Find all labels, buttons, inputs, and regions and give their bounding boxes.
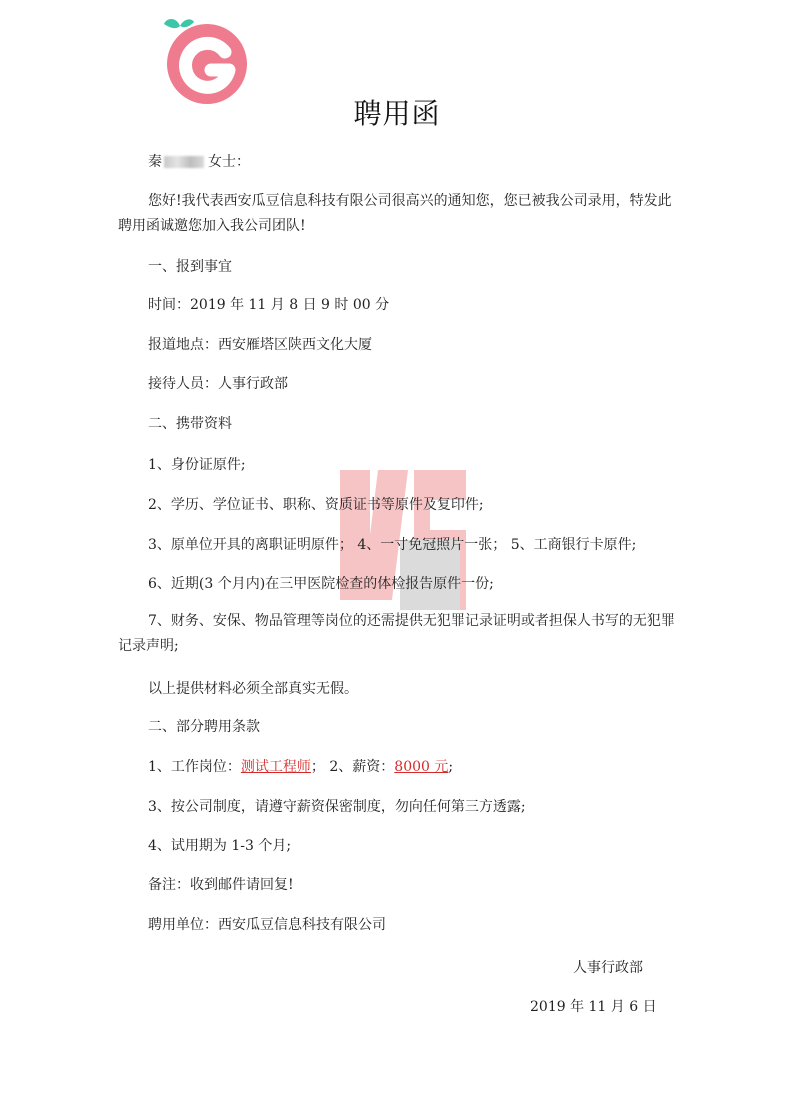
material-item-1: 1、身份证原件; (148, 457, 246, 473)
salary-label: ； 2、薪资： (310, 759, 395, 775)
terms-item-1 (148, 756, 453, 778)
section2-heading: 二、携带资料 (148, 416, 232, 432)
signature-date: 2019 年 11 月 6 日 (530, 999, 657, 1015)
reception-person: 接待人员：人事行政部 (148, 376, 288, 392)
material-item-3: 3、原单位开具的离职证明原件； 4、一寸免冠照片一张； 5、工商银行卡原件; (148, 537, 637, 553)
recipient-name: 秦 (148, 154, 162, 170)
redacted-name-blur (164, 156, 204, 168)
remark: 备注：收到邮件请回复! (148, 877, 294, 893)
salary-value: 8000 元 (394, 759, 449, 775)
report-location: 报道地点：西安雁塔区陕西文化大厦 (148, 337, 372, 353)
terms-item-1-end: ; (448, 759, 454, 775)
material-item-7: 7、财务、安保、物品管理等岗位的还需提供无犯罪记录证明或者担保人书写的无犯罪记录声明; (118, 613, 675, 654)
section1-heading: 一、报到事宜 (148, 259, 232, 275)
material-item-2: 2、学历、学位证书、职称、资质证书等原件及复印件; (148, 497, 484, 513)
position-label: 1、工作岗位： (148, 759, 241, 775)
job-position: 测试工程师 (240, 759, 311, 775)
section3-heading: 二、部分聘用条款 (148, 719, 260, 735)
employer: 聘用单位：西安瓜豆信息科技有限公司 (148, 917, 386, 933)
intro-paragraph: 您好!我代表西安瓜豆信息科技有限公司很高兴的通知您，您已被我公司录用，特发此聘用函诚邀您加入我公司团队! (118, 193, 672, 234)
material-item-6: 6、近期(3 个月内)在三甲医院检查的体检报告原件一份; (148, 576, 494, 592)
salutation-suffix: 女士： (208, 154, 250, 170)
report-time: 时间：2019 年 11 月 8 日 9 时 00 分 (148, 297, 390, 313)
signature-department: 人事行政部 (573, 960, 643, 976)
terms-item-3: 3、按公司制度，请遵守薪资保密制度，勿向任何第三方透露; (148, 799, 526, 815)
salutation (148, 151, 250, 173)
terms-item-4: 4、试用期为 1-3 个月; (148, 838, 292, 854)
page-title: 聘用函 (353, 97, 441, 130)
materials-note: 以上提供材料必须全部真实无假。 (148, 681, 358, 697)
